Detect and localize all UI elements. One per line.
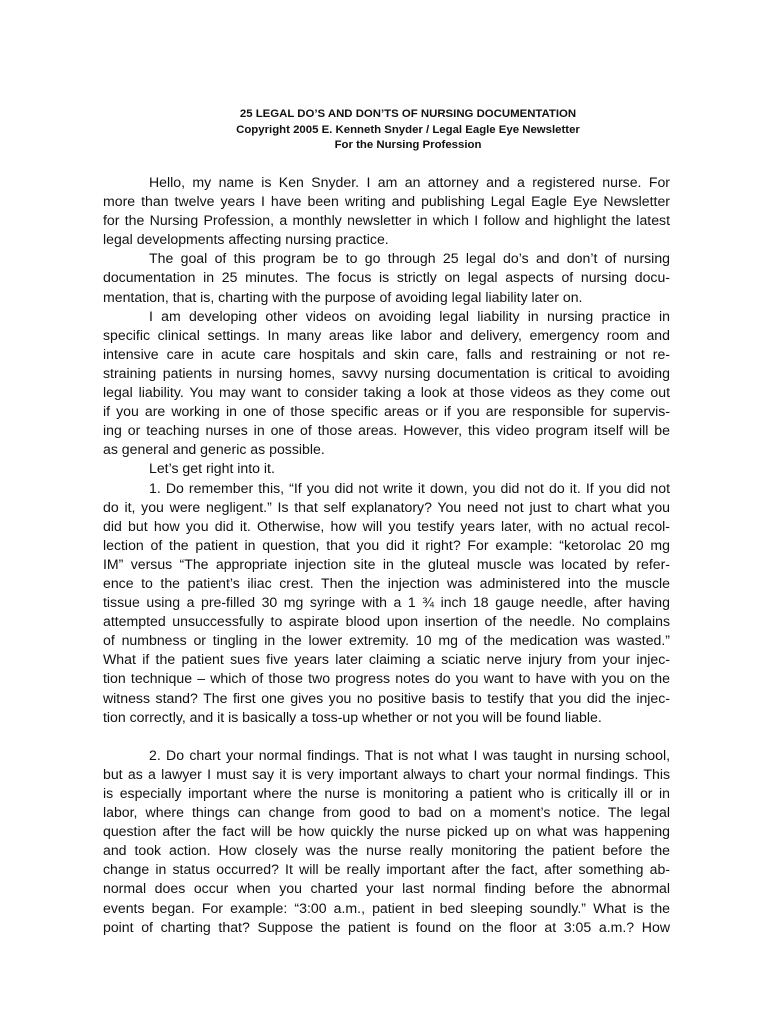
body-line: do it, you were negligent.” Is that self explanatory? You need not just to chart what you <box>103 498 670 515</box>
body-line: as general and generic as possible. <box>103 441 325 458</box>
body-line: change in status occurred? It will be really important after the fact, after something ab- <box>103 861 670 878</box>
copyright-line: Copyright 2005 E. Kenneth Snyder / Legal Eagle Eye Newsletter <box>236 123 580 136</box>
body-line: for the Nursing Profession, a monthly newsletter in which I follow and highlight the latest <box>103 212 670 229</box>
body-line: is especially important where the nurse is monitoring a patient who is critically ill or in <box>103 785 670 801</box>
body-line: documentation in 25 minutes. The focus is strictly on legal aspects of nursing docu- <box>103 269 670 286</box>
subtitle-line: For the Nursing Profession <box>334 139 482 151</box>
body-line: of numbness or tingling in the lower extremity. 10 mg of the medication was wasted.” <box>103 632 670 649</box>
body-line: question after the fact will be how quickly the nurse picked up on what was happening <box>103 823 670 840</box>
paragraph-gap <box>103 727 670 746</box>
body-line: point of charting that? Suppose the patient is found on the floor at 3:05 a.m.? How <box>103 918 670 935</box>
body-line: events began. For example: “3:00 a.m., patient in bed sleeping soundly.” What is the <box>103 899 670 916</box>
body-line: 1. Do remember this, “If you did not write it down, you did not do it. If you did not <box>149 479 670 496</box>
body-line: and took action. How closely was the nurse really monitoring the patient before the <box>103 842 670 859</box>
body-line: tissue using a pre-filled 30 mg syringe with a 1 ¾ inch 18 gauge needle, after having <box>103 594 670 611</box>
body-line: labor, where things can change from good to bad on a moment’s notice. The legal <box>103 804 670 821</box>
body-line: intensive care in acute care hospitals and skin care, falls and restraining or not re- <box>103 345 670 362</box>
body-line: more than twelve years I have been writing and publishing Legal Eagle Eye Newsletter <box>103 193 670 210</box>
body-line: but as a lawyer I must say it is very important always to chart your normal findings. This <box>103 765 670 782</box>
body-line: IM” versus “The appropriate injection site in the gluteal muscle was located by refer- <box>103 555 670 572</box>
body-line: straining patients in nursing homes, savvy nursing documentation is critical to avoiding <box>103 364 670 381</box>
body-line: specific clinical settings. In many areas like labor and delivery, emergency room and <box>103 326 670 343</box>
body-line: if you are working in one of those specific areas or if you are responsible for supervis- <box>103 403 670 420</box>
body-line: tion correctly, and it is basically a toss-up whether or not you will be found liable. <box>103 708 602 725</box>
body-line: What if the patient sues five years later claiming a sciatic nerve injury from your injec- <box>103 651 670 668</box>
body-line: Let’s get right into it. <box>149 460 275 477</box>
body-line: mentation, that is, charting with the purpose of avoiding legal liability later on. <box>103 288 583 305</box>
body-line: ence to the patient’s iliac crest. Then the injection was administered into the muscle <box>103 574 670 591</box>
body-line: normal does occur when you charted your last normal finding before the abnormal <box>103 880 670 897</box>
body-line: The goal of this program be to go through 25 legal do’s and don’t of nursing <box>149 250 670 267</box>
document-body <box>103 173 670 937</box>
document-title: 25 LEGAL DO’S AND DON’TS OF NURSING DOCUMENTATION <box>239 108 577 120</box>
body-line: witness stand? The first one gives you no positive basis to testify that you did the injec- <box>103 689 670 706</box>
body-line: attempted unsuccessfully to aspirate blood upon insertion of the needle. No complains <box>103 613 670 630</box>
body-line: 2. Do chart your normal findings. That is not what I was taught in nursing school, <box>149 746 670 763</box>
body-line: ing or teaching nurses in one of those areas. However, this video program itself will be <box>103 422 670 439</box>
body-line: Hello, my name is Ken Snyder. I am an attorney and a registered nurse. For <box>149 174 670 190</box>
document-header <box>100 107 716 154</box>
body-line: did but how you did it. Otherwise, how will you testify years later, with no actual recol- <box>103 517 670 534</box>
body-line: I am developing other videos on avoiding legal liability in nursing practice in <box>149 307 670 324</box>
body-line: lection of the patient in question, that you did it right? For example: “ketorolac 20 mg <box>103 536 670 553</box>
body-line: tion technique – which of those two progress notes do you want to have with you on the <box>103 670 670 687</box>
body-line: legal developments affecting nursing practice. <box>103 231 389 248</box>
body-line: legal liability. You may want to consider taking a look at those videos as they come out <box>103 384 670 401</box>
